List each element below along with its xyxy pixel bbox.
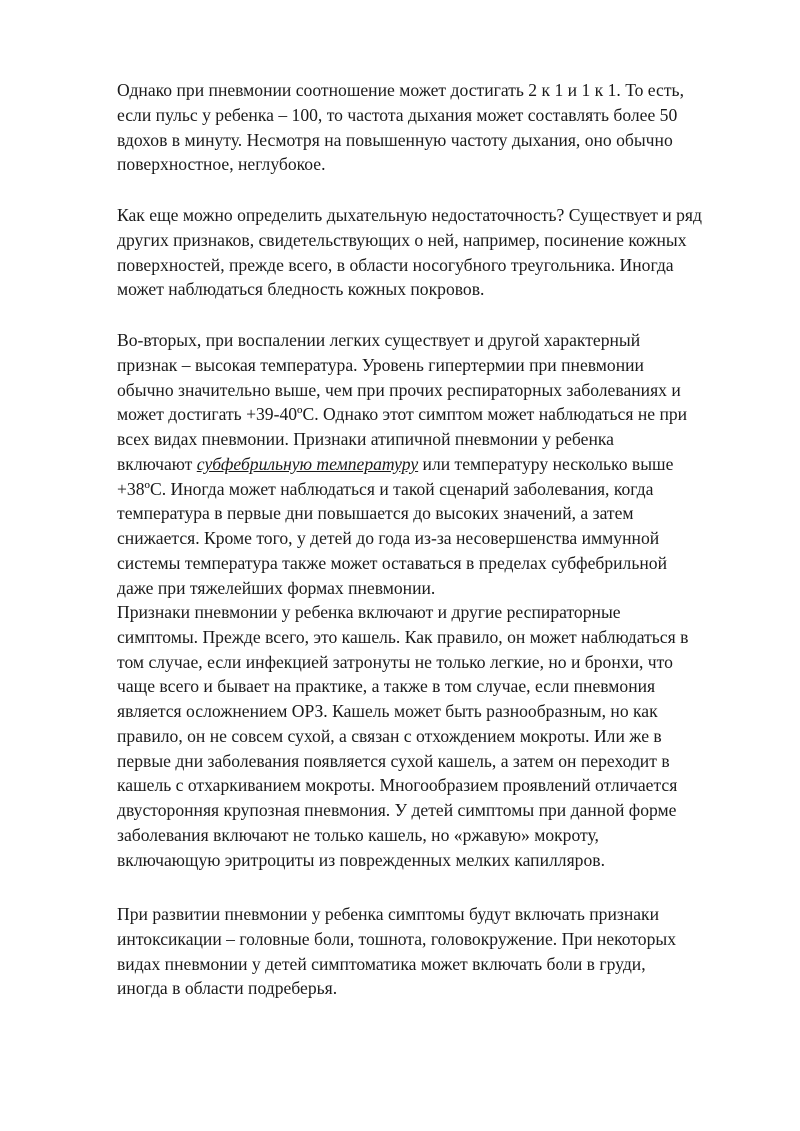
paragraph-line: При развитии пневмонии у ребенка симптомы будут включать признаки: [117, 904, 660, 924]
paragraph-line: Во-вторых, при воспалении легких существует и другой характерный: [117, 330, 641, 350]
paragraph-line-with-link: [117, 452, 757, 477]
paragraph-line: снижается. Кроме того, у детей до года из-за несовершенства иммунной: [117, 528, 660, 548]
paragraph-line: если пульс у ребенка – 100, то частота дыхания может составлять более 50: [117, 104, 678, 125]
paragraph-line: других признаков, свидетельствующих о ней, например, посинение кожных: [117, 229, 687, 250]
paragraph-line: том случае, если инфекцией затронуты не только легкие, но и бронхи, что: [117, 651, 673, 672]
paragraph-line: системы температура также может оставаться в пределах субфебрильной: [117, 552, 667, 573]
paragraph-3: [117, 328, 757, 600]
paragraph-4: [117, 600, 757, 872]
subfebrile-temperature-link[interactable]: субфебрильную температуру: [196, 453, 419, 474]
paragraph-line: первые дни заболевания появляется сухой кашель, а затем он переходит в: [117, 750, 670, 771]
link-prefix-text: включают: [117, 453, 197, 474]
paragraph-line: Признаки пневмонии у ребенка включают и другие респираторные: [117, 602, 621, 622]
paragraph-line: чаще всего и бывает на практике, а также в том случае, если пневмония: [117, 676, 656, 697]
paragraph-line: иногда в области подреберья.: [117, 978, 338, 999]
paragraph-5: [117, 902, 757, 1001]
paragraph-line: Как еще можно определить дыхательную недостаточность? Существует и ряд: [117, 205, 702, 225]
paragraph-line: вдохов в минуту. Несмотря на повышенную частоту дыхания, оно обычно: [117, 129, 673, 150]
paragraph-line: даже при тяжелейших формах пневмонии.: [117, 577, 436, 598]
paragraph-1: [117, 78, 757, 177]
paragraph-line: поверхностное, неглубокое.: [117, 154, 326, 175]
paragraph-line: интоксикации – головные боли, тошнота, головокружение. При некоторых: [117, 928, 676, 949]
paragraph-line: всех видах пневмонии. Признаки атипичной пневмонии у ребенка: [117, 429, 614, 449]
paragraph-line: симптомы. Прежде всего, это кашель. Как правило, он может наблюдаться в: [117, 626, 689, 647]
paragraph-line: может наблюдаться бледность кожных покровов.: [117, 279, 485, 300]
paragraph-line: +38ºС. Иногда может наблюдаться и такой сценарий заболевания, когда: [117, 478, 654, 499]
paragraph-line: кашель с отхаркиванием мокроты. Многообразием проявлений отличается: [117, 775, 678, 796]
paragraph-2: [117, 203, 757, 302]
paragraph-line: поверхностей, прежде всего, в области носогубного треугольника. Иногда: [117, 254, 674, 275]
paragraph-line: включающую эритроциты из поврежденных мелких капилляров.: [117, 849, 605, 870]
paragraph-line: видах пневмонии у детей симптоматика может включать боли в груди,: [117, 953, 646, 974]
paragraph-line: двусторонняя крупозная пневмония. У детей симптомы при данной форме: [117, 800, 677, 820]
paragraph-line: является осложнением ОРЗ. Кашель может быть разнообразным, но как: [117, 701, 658, 721]
paragraph-line: обычно значительно выше, чем при прочих респираторных заболеваниях и: [117, 379, 681, 400]
paragraph-line: Однако при пневмонии соотношение может достигать 2 к 1 и 1 к 1. То есть,: [117, 80, 684, 100]
paragraph-line: признак – высокая температура. Уровень гипертермии при пневмонии: [117, 354, 644, 375]
paragraph-line: температура в первые дни повышается до высоких значений, а затем: [117, 503, 634, 524]
paragraph-line: может достигать +39-40ºС. Однако этот симптом может наблюдаться не при: [117, 404, 688, 425]
paragraph-line: правило, он не совсем сухой, а связан с отхождением мокроты. Или же в: [117, 725, 662, 746]
link-suffix-text: или температуру несколько выше: [418, 453, 674, 474]
paragraph-line: заболевания включают не только кашель, но «ржавую» мокроту,: [117, 824, 599, 845]
